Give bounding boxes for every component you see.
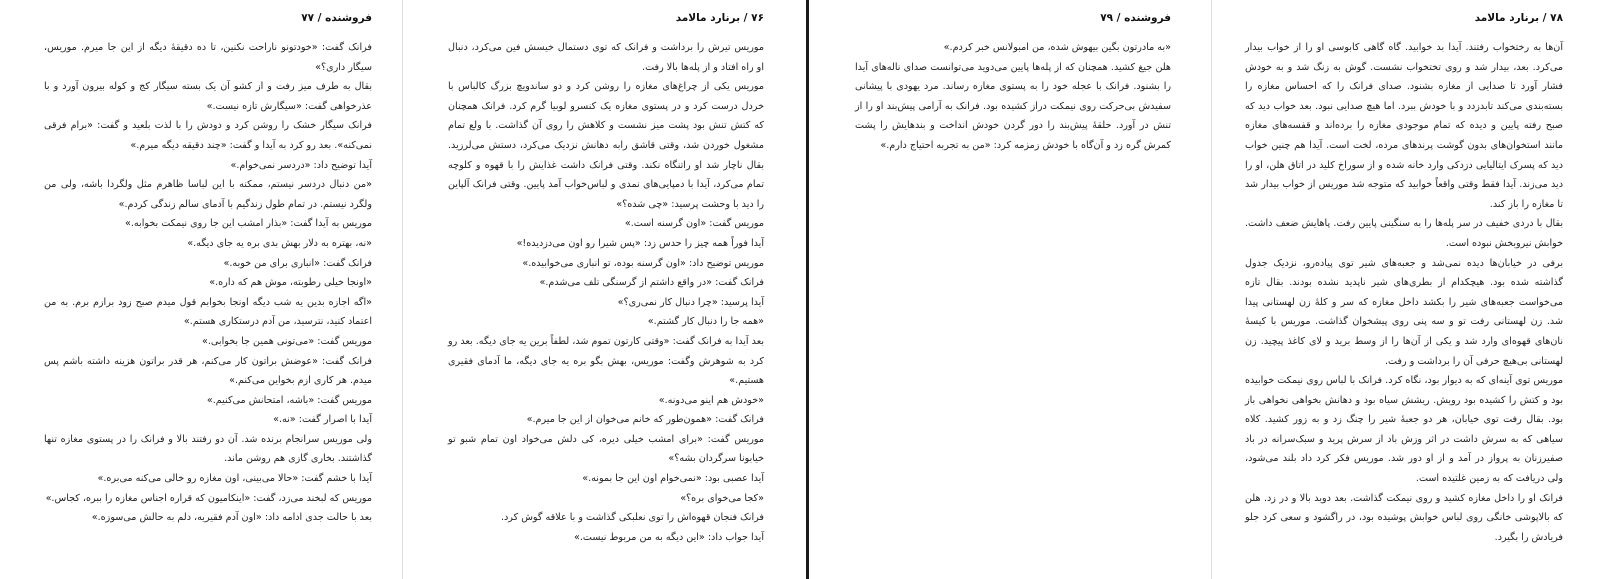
- paragraph: فرانک گفت: «در واقع داشتم از گرسنگی تلف می‌شدم.»: [539, 277, 764, 289]
- paragraph: فرانک گفت: «انباری برای من خوبه.»: [223, 257, 372, 269]
- paragraph: آن‌ها به رختخواب رفتند. آیدا بد خوابید. گاه گاهی کابوسی او را از خواب بیدار می‌کرد. بعد، بیدار شد و روی تختخواب نشست. گوش به زنگ شد و به خودش فشار آورد تا صدایی از مغازه بشنود. صدای فرانک را که احساس مغازه را بسته‌بندی می‌کند تابدزدد و با خودش ببرد. اما هیچ صدایی نبود. بعد خواب دید که صبح رفته پایین و دیده که تمام موجودی مغازه را برده‌اند و قفسه‌های مغازه مانند استخوان‌های بدون گوشت پرندهای مرده، لخت است. آیدا هم چنین خواب دید که پسرک ایتالیایی دزدکی وارد خانه شده و از سوراخ کلید در اتاق هلن، او را دید می‌زند. آیدا فقط وقتی واقعاً خوابید که متوجه شد موریس از خواب بیدار شد تا مغازه را باز کند.: [1245, 42, 1563, 210]
- paragraph: آیدا عصبی بود: «نمی‌خوام اون این جا بمونه.»: [582, 473, 764, 485]
- paragraph: موریس گفت: «باشه، امتحانش می‌کنیم.»: [206, 394, 372, 406]
- paragraph: فرانک سیگار خشک را روشن کرد و دودش را با لذت بلعید و گفت: «برام فرقی نمی‌کنه». بعد رو کرد به آیدا و گفت: «چند دقیقه دیگه میرم.»: [44, 120, 372, 151]
- paragraph: «خودش هم اینو می‌دونه.»: [658, 394, 764, 406]
- paragraph: موریس یکی از چراغ‌های مغازه را روشن کرد و دو ساندویچ بزرگ کالباس با خردل درست کرد و در پستوی مغازه یک کنسرو لوبیا گرم کرد. فرانک همچنان که کتش تنش بود پشت میز نشست و کلاهش را روی آن گذاشت. با ولع تمام مشغول خوردن شد، وقتی قاشق رابه دهانش نزدیک می‌کرد، دستش می‌لرزید. بقال ناچار شد او راتنگاه نکند. وقتی فرانک داشت غذایش را با قهوه و کلوچه تمام می‌کرد، آیدا با دمپایی‌های نمدی و لباس‌خواب آمد پایین. وقتی فرانک آلپاین را دید با وحشت پرسید: «چی شده؟»: [448, 81, 764, 210]
- paragraph: «اونجا خیلی رطوبته، موش هم که داره.»: [209, 277, 372, 289]
- paragraph: «کجا می‌خوای بره؟»: [680, 492, 764, 504]
- paragraph: آیدا جواب داد: «این دیگه به من مربوط نیست.»: [573, 531, 764, 543]
- page-78: [1245, 0, 1563, 579]
- paragraph: آیدا پرسید: «چرا دنبال کار نمی‌ری؟»: [617, 296, 764, 308]
- header-title: فروشنده / ۷۹: [1100, 12, 1171, 24]
- paragraph: «به مادرتون بگین بیهوش شده، من امبولانس خبر کردم.»: [943, 42, 1171, 53]
- paragraph: موریس به آیدا گفت: «بذار امشب این جا روی نیمکت بخوابه.»: [124, 218, 372, 230]
- paragraph: آیدا با اصرار گفت: «نه.»: [273, 414, 372, 426]
- paragraph: فرانک گفت: «همون‌طور که خانم می‌خوان از این جا میرم.»: [526, 414, 764, 426]
- paragraph: ولی موریس سرانجام برنده شد. آن دو رفتند بالا و فرانک را در پستوی مغازه تنها گذاشتند. بخاری گازی هم روشن ماند.: [44, 433, 372, 465]
- right-spread: [809, 0, 1600, 579]
- paragraph: آیدا فوراً همه چیز را حدس زد: «پس شیرا رو اون می‌دزدیده!»: [516, 237, 764, 249]
- running-header: [44, 12, 372, 28]
- paragraph: بقال با دردی خفیف در سر پله‌ها را به سنگینی پایین رفت. پاهایش ضعف داشت. خوابش نیروبخش نبوده است.: [1245, 218, 1563, 249]
- paragraph: بعد آیدا به فرانک گفت: «وقتی کارتون تموم شد، لطفاً برین یه جای دیگه. بعد رو کرد به شوهرش وگفت: موریس، بهش بگو بره یه جای دیگه، ما آدمای فقیری هستیم.»: [448, 335, 764, 387]
- paragraph: «نه، بهتره به دلار بهش بدی بره یه جای دیگه.»: [187, 237, 372, 249]
- page-body: [448, 38, 764, 547]
- paragraph: «همه جا را دنبال کار گشتم.»: [647, 316, 764, 328]
- page-77: [44, 0, 372, 579]
- page-gutter: [402, 0, 403, 579]
- paragraph: موریس توی آینه‌ای که به دیوار بود، نگاه کرد. فرانک با لباس روی نیمکت خوابیده بود و کتش را کشیده بود رویش. ریشش سیاه بود و دهانش بخواهی نخواهی باز بود. بقال رفت توی خیابان، هر دو جعبهٔ شیر را چنگ زد و به زور کشید. کلاه سیاهی که به سرش داشت در اثر وزش باد از سرش پرید و سبک‌سرانه در باد صفیرزنان به پرواز در آمد و از او دور شد. موریس فکر کرد داد بلند می‌شود، ولی دریافت که به زمین غلتیده است.: [1245, 375, 1563, 485]
- paragraph: فرانک او را داخل مغازه کشید و روی نیمکت گذاشت. بعد دوید بالا و در زد. هلن که بالاپوشی خانگی روی لباس خوابش پوشیده بود، در راگشود و سعی کرد جلو فریادش را بگیرد.: [1245, 492, 1563, 543]
- paragraph: «اگه اجازه بدین یه شب دیگه اونجا بخوابم قول میدم صبح زود برازم برم. به من اعتماد کنید، نترسید، من آدم درستکاری هستم.»: [44, 296, 372, 328]
- paragraph: موریس تیرش را برداشت و فرانک که توی دستمال خیسش فین می‌کرد، دنبال او راه افتاد و از پله‌ها بالا رفت.: [448, 42, 764, 73]
- header-title: فروشنده / ۷۷: [301, 12, 372, 24]
- page-76: [448, 0, 764, 579]
- paragraph: برفی در خیابان‌ها دیده نمی‌شد و جعبه‌های شیر توی پیاده‌رو، نزدیک جدول گذاشته شده بود. هیچکدام از بطری‌های شیر ناپدید نشده بودند. بقال تازه می‌خواست جعبه‌های شیر را بکشد داخل مغازه که سر و کلهٔ زن لهستانی پیدا شد. زن لهستانی رفت تو و سه پنی روی پیشخوان گذاشت. موریس با کیسهٔ نان‌های قهوه‌ای وارد شد و یکی از آن‌ها را از وسط برید و لای کاغذ پیچید. زن لهستانی بی‌هیچ حرفی آن را برداشت و رفت.: [1245, 257, 1563, 367]
- paragraph: فرانک گفت: «خودتونو ناراحت نکنین، تا ده دقیقهٔ دیگه از این جا میرم. موریس، سیگار داری؟»: [44, 42, 372, 73]
- header-title: ۷۶ / برنارد مالامد: [675, 12, 764, 24]
- paragraph: آیدا توضیح داد: «دردسر نمی‌خوام.»: [230, 159, 372, 171]
- header-title: ۷۸ / برنارد مالامد: [1474, 12, 1563, 24]
- running-header: [855, 12, 1171, 28]
- page-79: [855, 0, 1171, 579]
- paragraph: موریس که لبخند می‌زد، گفت: «اینکامیون که قراره اجناس مغازه را ببره، کجاس.»: [45, 492, 372, 504]
- paragraph: فرانک گفت: «عوضش براتون کار می‌کنم، هر قدر براتون هزینه داشته باشم پس میدم. هر کاری ازم بخواین می‌کنم.»: [44, 355, 372, 387]
- paragraph: آیدا با خشم گفت: «حالا می‌بینی، اون مغازه رو خالی می‌کنه می‌بره.»: [97, 473, 372, 485]
- paragraph: موریس گفت: «می‌تونی همین جا بخوابی.»: [202, 335, 372, 347]
- paragraph: موریس گفت: «برای امشب خیلی دیره، کی دلش می‌خواد اون تمام شبو تو خیابونا سرگردان بشه؟»: [448, 433, 764, 465]
- running-header: [1245, 12, 1563, 28]
- paragraph: موریس توضیح داد: «اون گرسنه بوده، تو انباری می‌خوابیده.»: [522, 257, 764, 269]
- paragraph: فرانک فنجان قهوه‌اش را توی نعلبکی گذاشت و با علاقه گوش کرد.: [500, 512, 764, 524]
- paragraph: بعد با حالت جدی ادامه داد: «اون آدم فقیریه، دلم به حالش می‌سوزه.»: [91, 512, 372, 524]
- paragraph: هلن جیغ کشید. همچنان که از پله‌ها پایین می‌دوید می‌توانست صدای ناله‌های آیدا را بشنود. فرانک با عجله خود را به پستوی مغازه رساند. مرد یهودی با پیشانی سفیدش بی‌حرکت روی نیمکت دراز کشیده بود. فرانک به آرامی پیش‌بند او را از تنش در آورد. حلقهٔ پیش‌بند را دور گردن خودش انداخت و بندهایش را پشت کمرش گره زد و آن‌گاه با خودش زمزمه کرد: «من به تجربه احتیاج دارم.»: [855, 61, 1171, 151]
- running-header: [448, 12, 764, 28]
- page-body: [44, 38, 372, 528]
- page-gutter: [1211, 0, 1212, 579]
- paragraph: بقال به طرف میز رفت و از کشو آن یک بسته سیگار کج و کوله بیرون آورد و با عذرخواهی گفت: «سیگارش تازه نیست.»: [44, 81, 372, 112]
- paragraph: موریس گفت: «اون گرسنه است.»: [624, 218, 764, 230]
- page-body: [855, 38, 1171, 156]
- paragraph: «من دنبال دردسر نیستم، ممکنه با این لباسا ظاهرم مثل ولگردا باشه، ولی من ولگرد نیستم. در تمام طول زندگیم با آدمای سالم زندگی کردم.»: [44, 179, 372, 210]
- page-body: [1245, 38, 1563, 547]
